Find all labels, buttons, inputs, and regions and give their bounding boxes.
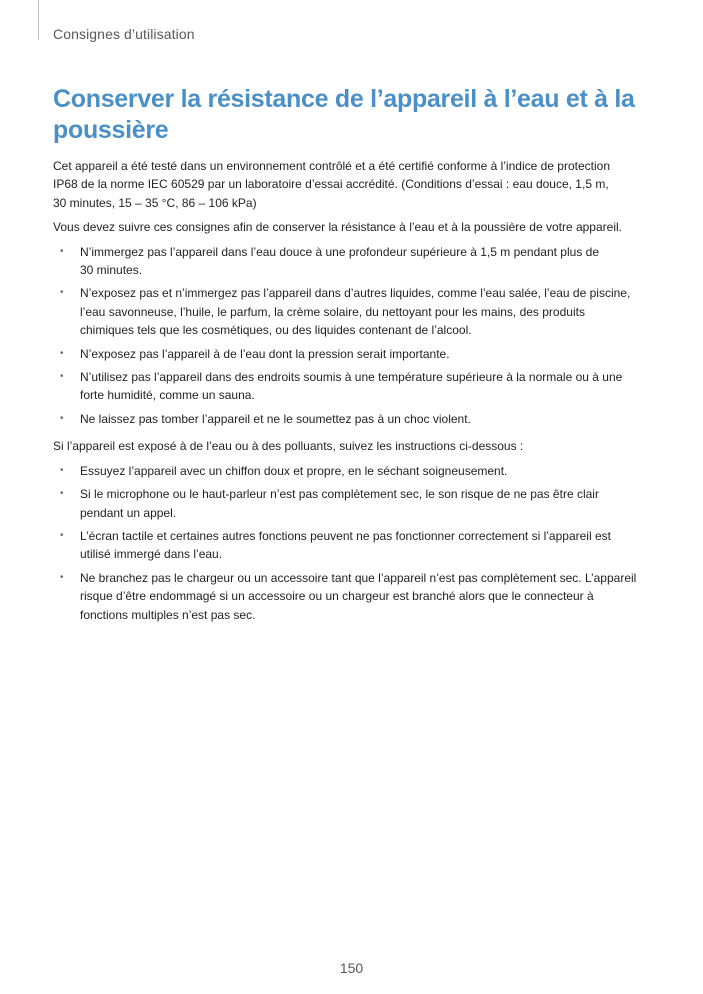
header-rule xyxy=(38,0,39,40)
list-item: • Essuyez l’appareil avec un chiffon doux et propre, en le séchant soigneusement. xyxy=(53,462,653,480)
list-item: • N’utilisez pas l’appareil dans des endroits soumis à une température supérieure à la normale ou à une forte humidité, comme un sauna. xyxy=(60,370,623,403)
intro-paragraph xyxy=(53,157,653,212)
list-item: • N’exposez pas et n’immergez pas l’appareil dans d’autres liquides, comme l’eau salée, l’eau de piscine, l’eau savonneuse, l’huile, le parfum, la crème solaire, du nettoyant pour les mains, des produits chimiques tels que les cosmétiques, ou des liquides contenant de l’alcool. xyxy=(60,286,631,338)
section-header: Consignes d’utilisation xyxy=(53,26,195,42)
bullet-icon: • xyxy=(60,412,64,424)
list-item: • Si le microphone ou le haut-parleur n’est pas complètement sec, le son risque de ne pas être clair pendant un appel. xyxy=(60,487,599,520)
intro-line: Cet appareil a été testé dans un environnement contrôlé et a été certifié conforme à l’indice de protection xyxy=(53,159,610,173)
list-item: • Ne laissez pas tomber l’appareil et ne le soumettez pas à un choc violent. xyxy=(53,410,653,428)
intro-line: IP68 de la norme IEC 60529 par un laboratoire d’essai accrédité. (Conditions d’essai : eau douce, 1,5 m, xyxy=(53,177,609,192)
bullet-icon: • xyxy=(60,529,64,541)
list-item: • N’exposez pas l’appareil à de l’eau dont la pression serait importante. xyxy=(53,345,653,363)
page-number: 150 xyxy=(339,960,364,976)
list-item: • L’écran tactile et certaines autres fonctions peuvent ne pas fonctionner correctement si l’appareil est utilisé immergé dans l’eau. xyxy=(60,528,611,562)
page-content xyxy=(53,157,653,633)
list-item: • Ne branchez pas le chargeur ou un accessoire tant que l’appareil n’est pas complètement sec. L’appareil risque d’être endommagé si un accessoire ou un chargeur est branché alors que le connecteur à fonctions multiples n’est pas sec. xyxy=(60,570,637,622)
guidance-intro: Vous devez suivre ces consignes afin de conserver la résistance à l’eau et à la poussière de votre appareil. xyxy=(53,220,622,235)
bullet-icon: • xyxy=(60,245,64,257)
bullet-icon: • xyxy=(60,464,64,476)
bullet-icon: • xyxy=(60,287,64,299)
bullet-icon: • xyxy=(60,571,64,583)
exposure-intro: Si l’appareil est exposé à de l’eau ou à des polluants, suivez les instructions ci-dessous : xyxy=(53,439,524,454)
guidance-list xyxy=(53,243,653,429)
bullet-icon: • xyxy=(60,347,64,359)
bullet-icon: • xyxy=(60,488,64,500)
bullet-icon: • xyxy=(60,371,64,383)
intro-line: 30 minutes, 15 – 35 °C, 86 – 106 kPa) xyxy=(53,195,257,210)
exposure-list xyxy=(53,462,653,624)
list-item: • N’immergez pas l’appareil dans l’eau douce à une profondeur supérieure à 1,5 m pendant plus de 30 minutes. xyxy=(60,244,599,278)
page-title: Conserver la résistance de l’appareil à l’eau et à la poussière xyxy=(53,85,635,144)
